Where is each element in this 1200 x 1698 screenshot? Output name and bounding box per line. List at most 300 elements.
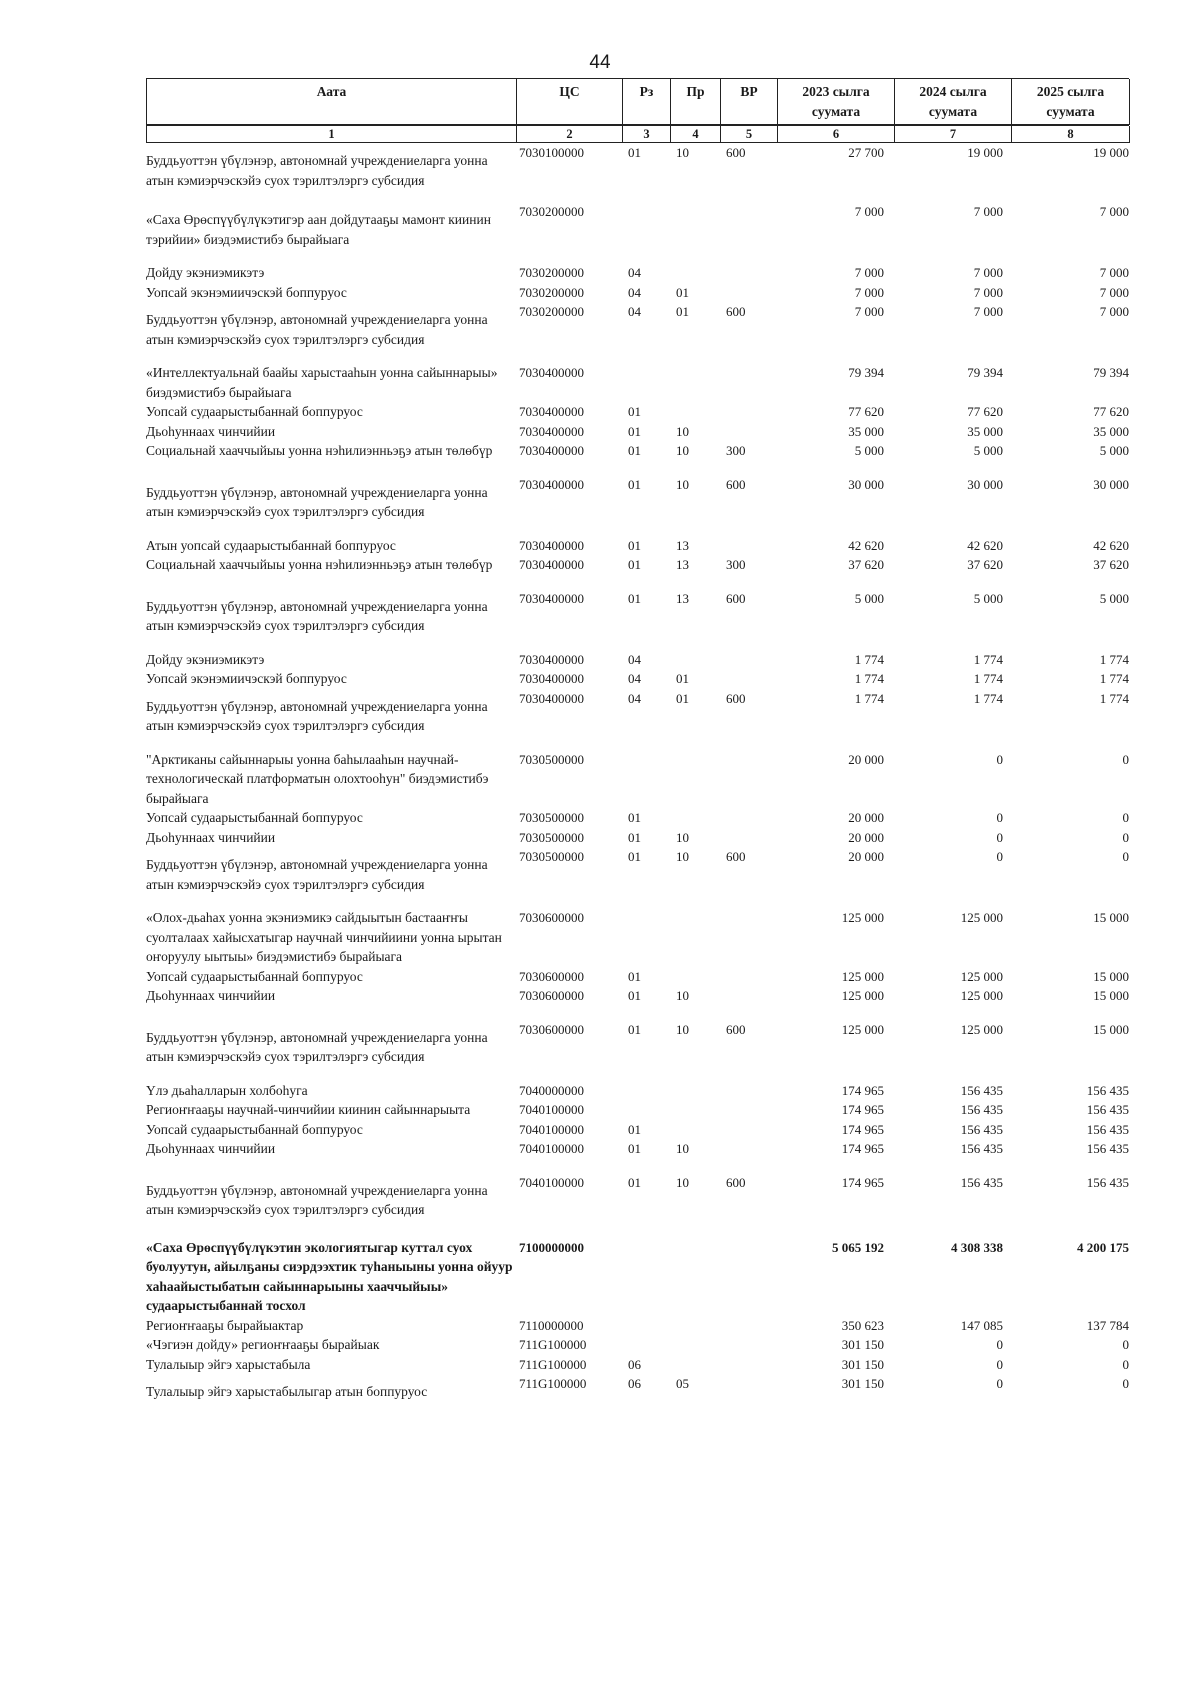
row-name: Уопсай судаарыстыбаннай боппуруос: [146, 810, 363, 825]
row-2023: 30 000: [848, 476, 884, 492]
row-vr: [720, 283, 777, 303]
row-rz: 01: [628, 988, 641, 1003]
row-rz: [622, 750, 670, 809]
table-row: [146, 441, 1129, 461]
row-2025: 7 000: [1099, 284, 1129, 300]
row-vr: [720, 1374, 777, 1402]
row-2024: 7 000: [973, 265, 1003, 280]
budget-table: [146, 78, 1129, 1402]
row-rz: 06: [628, 1356, 641, 1372]
row-2023: 174 965: [841, 1174, 884, 1190]
row-name: «Олох-дьаһах уонна экэниэмикэ сайдыытын бастааҥҥы суолталаах хайысхатыгар научнай чинчийиини уонна ырытан оҥоруулу ыытыы» биэдэмистибэ бырайыага: [146, 910, 506, 964]
page-number: 44: [589, 52, 611, 73]
table-row: [146, 1020, 1129, 1067]
row-2025: 156 435: [1086, 1141, 1129, 1156]
row-2023: 77 620: [848, 404, 884, 419]
row-2024: 1 774: [973, 651, 1003, 667]
row-2025: 7 000: [1099, 204, 1129, 219]
row-2024: 0: [996, 1356, 1003, 1372]
table-row: [146, 1355, 1129, 1375]
row-vr: [720, 908, 777, 967]
row-2024: 1 774: [973, 671, 1003, 686]
row-rz: 04: [628, 284, 641, 300]
row-2025: 15 000: [1093, 988, 1129, 1003]
row-pr: [670, 1316, 720, 1336]
row-2023: 5 065 192: [832, 1239, 884, 1255]
row-name: Уопсай судаарыстыбаннай боппуруос: [146, 1121, 363, 1137]
row-rz: 04: [628, 671, 641, 686]
row-pr: [670, 363, 720, 402]
row-2024: 37 620: [967, 557, 1003, 572]
row-name: Үлэ дьаһалларын холбоһуга: [146, 1082, 308, 1098]
row-name: Региоҥҥааҕы бырайыактар: [146, 1317, 304, 1333]
header-rz: Рз: [623, 79, 671, 125]
header-number: 2: [517, 126, 623, 143]
table-row: [146, 1100, 1129, 1120]
table-row: [146, 808, 1129, 828]
row-name: Буддьуоттэн үбүлэнэр, автономнай учреждениеларга уонна атын кэмиэрчэскэйэ суох тэрилтэлэргэ субсидия: [146, 598, 491, 633]
row-2023: 125 000: [841, 910, 884, 925]
table-row: [146, 669, 1129, 689]
row-pr: [670, 750, 720, 809]
row-cs: 711G100000: [519, 1337, 587, 1352]
row-name: Уопсай судаарыстыбаннай боппуруос: [146, 968, 363, 984]
row-cs: 7030500000: [519, 810, 584, 825]
row-2023: 174 965: [841, 1102, 884, 1117]
row-2024: 77 620: [967, 404, 1003, 419]
row-2024: 5 000: [973, 590, 1003, 606]
row-cs: 7030400000: [519, 423, 584, 439]
row-rz: [622, 1335, 670, 1355]
row-cs: 7030400000: [519, 365, 584, 380]
row-2023: 20 000: [848, 810, 884, 825]
row-2024: 125 000: [960, 968, 1003, 984]
row-2024: 125 000: [960, 988, 1003, 1003]
row-cs: 7030200000: [519, 304, 584, 319]
row-2023: 1 774: [854, 690, 884, 706]
row-2025: 79 394: [1093, 365, 1129, 380]
row-2024: 156 435: [960, 1174, 1003, 1190]
row-rz: [622, 1081, 670, 1101]
row-pr: [670, 650, 720, 670]
row-pr: 13: [676, 557, 689, 572]
row-2024: 156 435: [960, 1082, 1003, 1098]
row-2024: 19 000: [967, 145, 1003, 160]
table-row: [146, 750, 1129, 809]
row-pr: [670, 1100, 720, 1120]
row-vr: [720, 1316, 777, 1336]
row-2025: 0: [1122, 751, 1129, 767]
row-cs: 7030400000: [519, 443, 584, 458]
row-2023: 7 000: [854, 304, 884, 319]
table-row: [146, 283, 1129, 303]
row-cs: 7030400000: [519, 476, 584, 492]
row-name: Дьоһуннаах чинчийии: [146, 829, 276, 845]
row-pr: 10: [676, 988, 689, 1003]
row-2024: 147 085: [960, 1317, 1003, 1333]
row-2023: 301 150: [841, 1376, 884, 1391]
row-2024: 125 000: [960, 1021, 1003, 1037]
row-vr: 600: [726, 849, 746, 864]
row-rz: 01: [628, 829, 641, 845]
row-pr: [670, 1335, 720, 1355]
row-name: Дойду экэниэмикэтэ: [146, 265, 265, 280]
header-number: 1: [147, 126, 517, 143]
row-2025: 1 774: [1099, 651, 1129, 667]
row-2025: 37 620: [1093, 557, 1129, 572]
row-pr: 01: [676, 284, 689, 300]
row-cs: 711G100000: [519, 1376, 587, 1391]
table-row: [146, 555, 1129, 575]
table-row: [146, 536, 1129, 556]
table-row: [146, 1238, 1129, 1316]
row-2025: 7 000: [1099, 265, 1129, 280]
row-pr: 10: [676, 145, 689, 160]
row-rz: 01: [628, 968, 641, 984]
row-2025: 1 774: [1099, 690, 1129, 706]
table-row: [146, 589, 1129, 636]
row-name: «Саха Өрөспүүбүлүкэтин экологиятыгар куттал суох буолуутун, айылҕаны сиэрдээхтик туһаныыны уонна ойуур хаһаайыстыбатын сайыннарыыны хааччыйыы» судаарыстыбаннай тосхол: [146, 1239, 516, 1313]
row-rz: [622, 202, 670, 249]
row-rz: 01: [628, 1141, 641, 1156]
row-2025: 15 000: [1093, 1021, 1129, 1037]
table-row: [146, 422, 1129, 442]
table-row: [146, 1316, 1129, 1336]
row-name: Буддьуоттэн үбүлэнэр, автономнай учреждениеларга уонна атын кэмиэрчэскэйэ суох тэрилтэлэргэ субсидия: [146, 484, 491, 519]
table-body: [146, 143, 1129, 1402]
row-name: Буддьуоттэн үбүлэнэр, автономнай учреждениеларга уонна атын кэмиэрчэскэйэ суох тэрилтэлэргэ субсидия: [146, 1182, 491, 1217]
row-2023: 20 000: [848, 751, 884, 767]
row-pr: 10: [676, 423, 689, 439]
row-rz: [622, 908, 670, 967]
row-pr: [670, 908, 720, 967]
row-cs: 7100000000: [519, 1239, 584, 1255]
row-2025: 77 620: [1093, 404, 1129, 419]
row-name: «Интеллектуальнай баайы харыстааһын уонна сайыннарыы» биэдэмистибэ бырайыага: [146, 365, 501, 400]
row-rz: [622, 1238, 670, 1316]
row-rz: 01: [628, 1121, 641, 1137]
row-vr: [720, 1120, 777, 1140]
row-2025: 0: [1122, 810, 1129, 825]
table-row: [146, 1139, 1129, 1159]
header-number: 6: [778, 126, 895, 143]
row-2023: 125 000: [841, 968, 884, 984]
row-rz: 01: [628, 423, 641, 439]
row-2024: 0: [996, 1376, 1003, 1391]
row-2024: 7 000: [973, 204, 1003, 219]
row-vr: [720, 1238, 777, 1316]
row-2023: 1 774: [854, 671, 884, 686]
row-cs: 7030400000: [519, 537, 584, 553]
header-number: 8: [1012, 126, 1130, 143]
row-vr: [720, 1100, 777, 1120]
table-row: [146, 302, 1129, 349]
row-2023: 79 394: [848, 365, 884, 380]
row-2025: 0: [1122, 1337, 1129, 1352]
row-2025: 7 000: [1099, 304, 1129, 319]
row-vr: 300: [726, 443, 746, 458]
row-rz: 01: [628, 476, 641, 492]
row-2024: 7 000: [973, 284, 1003, 300]
row-2025: 0: [1122, 829, 1129, 845]
row-pr: 01: [676, 304, 689, 319]
row-name: «Саха Өрөспүүбүлүкэтигэр аан дойдутааҕы мамонт киинин тэрийии» биэдэмистибэ бырайыага: [146, 212, 495, 247]
row-pr: 01: [676, 690, 689, 706]
row-rz: 01: [628, 557, 641, 572]
row-cs: 7040100000: [519, 1102, 584, 1117]
row-name: Буддьуоттэн үбүлэнэр, автономнай учреждениеларга уонна атын кэмиэрчэскэйэ суох тэрилтэлэргэ субсидия: [146, 153, 491, 188]
row-cs: 7030400000: [519, 671, 584, 686]
row-cs: 7030100000: [519, 145, 584, 160]
table-row: [146, 363, 1129, 402]
table-row: [146, 1173, 1129, 1220]
row-vr: [720, 422, 777, 442]
row-vr: 600: [726, 145, 746, 160]
row-cs: 7030600000: [519, 1021, 584, 1037]
row-name: Дьоһуннаах чинчийии: [146, 1141, 276, 1156]
row-vr: [720, 986, 777, 1006]
row-2024: 0: [996, 829, 1003, 845]
row-vr: [720, 402, 777, 422]
row-cs: 7030600000: [519, 988, 584, 1003]
row-pr: [670, 967, 720, 987]
row-2025: 15 000: [1093, 910, 1129, 925]
table-row: [146, 908, 1129, 967]
row-2023: 37 620: [848, 557, 884, 572]
table-header-numbers: [146, 125, 1129, 143]
row-cs: 7030500000: [519, 849, 584, 864]
header-number: 3: [623, 126, 671, 143]
row-2023: 301 150: [841, 1337, 884, 1352]
header-pr: Пр: [671, 79, 721, 125]
row-pr: 10: [676, 829, 689, 845]
row-2023: 27 700: [848, 145, 884, 160]
row-2025: 35 000: [1093, 423, 1129, 439]
row-vr: [720, 1139, 777, 1159]
row-2023: 301 150: [841, 1356, 884, 1372]
row-vr: [720, 1335, 777, 1355]
row-vr: [720, 808, 777, 828]
row-name: Дойду экэниэмикэтэ: [146, 651, 265, 667]
row-2025: 137 784: [1086, 1317, 1129, 1333]
table-row: [146, 689, 1129, 736]
row-cs: 7030600000: [519, 910, 584, 925]
row-name: "Арктиканы сайыннарыы уонна баһылааһын научнай-технологическай платформатын олохтооһун" биэдэмистибэ бырайыага: [146, 751, 492, 806]
row-cs: 7040100000: [519, 1174, 584, 1190]
row-cs: 7030500000: [519, 751, 584, 767]
row-rz: 01: [628, 1021, 641, 1037]
table-row: [146, 828, 1129, 848]
table-row: [146, 847, 1129, 894]
row-pr: [670, 263, 720, 283]
row-pr: [670, 402, 720, 422]
row-name: Дьоһуннаах чинчийии: [146, 988, 276, 1003]
row-cs: 7030200000: [519, 204, 584, 219]
row-rz: 04: [628, 651, 641, 667]
row-2025: 42 620: [1093, 537, 1129, 553]
row-rz: 01: [628, 443, 641, 458]
table-row: [146, 986, 1129, 1006]
row-2023: 125 000: [841, 988, 884, 1003]
row-name: Тулалыыр эйгэ харыстабылыгар атын боппуруос: [146, 1384, 428, 1399]
row-vr: 300: [726, 557, 746, 572]
row-name: Буддьуоттэн үбүлэнэр, автономнай учреждениеларга уонна атын кэмиэрчэскэйэ суох тэрилтэлэргэ субсидия: [146, 1029, 491, 1064]
table-row: [146, 402, 1129, 422]
header-number: 4: [671, 126, 721, 143]
row-vr: [720, 263, 777, 283]
row-2024: 156 435: [960, 1141, 1003, 1156]
row-pr: 13: [676, 590, 689, 606]
row-rz: [622, 1316, 670, 1336]
row-2023: 174 965: [841, 1141, 884, 1156]
row-rz: 04: [628, 690, 641, 706]
row-name: Атын уопсай судаарыстыбаннай боппуруос: [146, 537, 396, 553]
row-name: Буддьуоттэн үбүлэнэр, автономнай учреждениеларга уонна атын кэмиэрчэскэйэ суох тэрилтэлэргэ субсидия: [146, 698, 491, 733]
row-2025: 19 000: [1093, 145, 1129, 160]
row-2024: 30 000: [967, 476, 1003, 492]
row-2023: 350 623: [841, 1317, 884, 1333]
row-cs: 7030400000: [519, 404, 584, 419]
row-2025: 15 000: [1093, 968, 1129, 984]
header-number: 7: [895, 126, 1012, 143]
row-2023: 7 000: [854, 284, 884, 300]
row-2025: 1 774: [1099, 671, 1129, 686]
row-2025: 156 435: [1086, 1174, 1129, 1190]
row-name: Дьоһуннаах чинчийии: [146, 423, 276, 439]
row-2025: 4 200 175: [1077, 1239, 1129, 1255]
row-pr: 10: [676, 1174, 689, 1190]
row-pr: 10: [676, 849, 689, 864]
row-cs: 7110000000: [519, 1317, 584, 1333]
row-cs: 7040100000: [519, 1141, 584, 1156]
header-vr: ВР: [721, 79, 778, 125]
row-name: Региоҥҥааҕы научнай-чинчийии киинин сайыннарыыта: [146, 1102, 471, 1117]
row-vr: 600: [726, 304, 746, 319]
row-rz: 01: [628, 590, 641, 606]
table-row: [146, 967, 1129, 987]
row-cs: 7030500000: [519, 829, 584, 845]
row-pr: 10: [676, 1021, 689, 1037]
row-2023: 174 965: [841, 1121, 884, 1137]
row-vr: [720, 363, 777, 402]
row-rz: 01: [628, 537, 641, 553]
table-row: [146, 263, 1129, 283]
table-row: [146, 1081, 1129, 1101]
row-cs: 7040100000: [519, 1121, 584, 1137]
header-2024: 2024 сылга суумата: [895, 79, 1012, 125]
row-rz: [622, 1100, 670, 1120]
row-rz: 04: [628, 304, 641, 319]
row-cs: 7030600000: [519, 968, 584, 984]
row-2025: 0: [1122, 1356, 1129, 1372]
row-2023: 35 000: [848, 423, 884, 439]
row-2025: 156 435: [1086, 1102, 1129, 1117]
row-cs: 7030200000: [519, 284, 584, 300]
row-vr: 600: [726, 476, 746, 492]
row-vr: [720, 669, 777, 689]
row-pr: [670, 1081, 720, 1101]
table-header: [146, 78, 1129, 125]
row-rz: [622, 363, 670, 402]
row-name: Уопсай экэнэмиичэскэй боппуруос: [146, 671, 347, 686]
row-cs: 7030200000: [519, 265, 584, 280]
row-vr: [720, 650, 777, 670]
row-vr: 600: [726, 1174, 746, 1190]
row-name: Социальнай хааччыйыы уонна нэһилиэнньэҕэ атын төлөбүр: [146, 443, 493, 458]
header-2023: 2023 сылга суумата: [778, 79, 895, 125]
row-name: Уопсай экэнэмиичэскэй боппуруос: [146, 284, 347, 300]
row-2025: 30 000: [1093, 476, 1129, 492]
row-2024: 156 435: [960, 1102, 1003, 1117]
row-name: Буддьуоттэн үбүлэнэр, автономнай учреждениеларга уонна атын кэмиэрчэскэйэ суох тэрилтэлэргэ субсидия: [146, 857, 491, 892]
row-2023: 20 000: [848, 849, 884, 864]
row-vr: 600: [726, 690, 746, 706]
row-rz: 04: [628, 265, 641, 280]
row-2024: 7 000: [973, 304, 1003, 319]
row-vr: [720, 1081, 777, 1101]
row-cs: 7030400000: [519, 690, 584, 706]
row-2025: 156 435: [1086, 1121, 1129, 1137]
row-2024: 0: [996, 1337, 1003, 1352]
row-2024: 79 394: [967, 365, 1003, 380]
row-2023: 125 000: [841, 1021, 884, 1037]
row-2024: 35 000: [967, 423, 1003, 439]
table-row: [146, 1120, 1129, 1140]
row-cs: 711G100000: [519, 1356, 587, 1372]
row-cs: 7030400000: [519, 590, 584, 606]
row-2024: 0: [996, 810, 1003, 825]
row-vr: [720, 1355, 777, 1375]
table-row: [146, 143, 1129, 190]
row-2025: 5 000: [1099, 590, 1129, 606]
row-2024: 42 620: [967, 537, 1003, 553]
row-pr: [670, 1120, 720, 1140]
row-2023: 7 000: [854, 204, 884, 219]
row-2025: 0: [1122, 849, 1129, 864]
row-2023: 20 000: [848, 829, 884, 845]
row-2025: 0: [1122, 1376, 1129, 1391]
row-cs: 7030400000: [519, 557, 584, 572]
row-name: Уопсай судаарыстыбаннай боппуруос: [146, 404, 363, 419]
row-pr: 10: [676, 1141, 689, 1156]
row-2024: 5 000: [973, 443, 1003, 458]
row-2024: 0: [996, 849, 1003, 864]
row-cs: 7040000000: [519, 1082, 584, 1098]
table-row: [146, 1335, 1129, 1355]
row-2025: 156 435: [1086, 1082, 1129, 1098]
row-vr: [720, 828, 777, 848]
row-pr: [670, 1355, 720, 1375]
row-name: Буддьуоттэн үбүлэнэр, автономнай учреждениеларга уонна атын кэмиэрчэскэйэ суох тэрилтэлэргэ субсидия: [146, 312, 491, 347]
header-cs: ЦС: [517, 79, 623, 125]
row-vr: 600: [726, 1021, 746, 1037]
table-row: [146, 202, 1129, 249]
row-rz: 06: [628, 1376, 641, 1391]
table-row: [146, 475, 1129, 522]
row-2023: 5 000: [854, 443, 884, 458]
header-number: 5: [721, 126, 778, 143]
row-2024: 1 774: [973, 690, 1003, 706]
row-pr: 05: [676, 1376, 689, 1391]
table-row: [146, 1374, 1129, 1402]
row-cs: 7030400000: [519, 651, 584, 667]
row-pr: [670, 808, 720, 828]
row-pr: 10: [676, 443, 689, 458]
row-2024: 0: [996, 751, 1003, 767]
row-vr: [720, 202, 777, 249]
row-rz: 01: [628, 849, 641, 864]
row-2024: 125 000: [960, 910, 1003, 925]
